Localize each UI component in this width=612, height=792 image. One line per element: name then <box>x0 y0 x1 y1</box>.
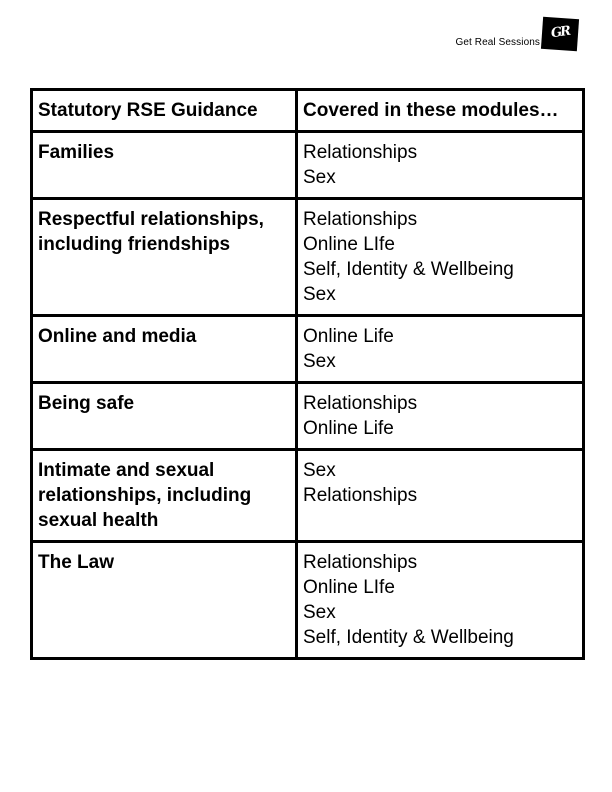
table-row <box>32 542 584 659</box>
topic-cell: Intimate and sexual relationships, including sexual health <box>32 450 297 542</box>
modules-cell <box>297 383 584 450</box>
module-item: Relationships <box>303 393 418 414</box>
topic-cell: Respectful relationships, including friendships <box>32 199 297 316</box>
header-modules: Covered in these modules… <box>297 90 584 132</box>
module-item: Online LIfe <box>303 577 395 598</box>
module-item: Online Life <box>303 418 394 439</box>
module-item: Sex <box>303 167 336 188</box>
topic-cell: Online and media <box>32 316 297 383</box>
module-item: Sex <box>303 284 336 305</box>
header-guidance: Statutory RSE Guidance <box>32 90 297 132</box>
module-item: Relationships <box>303 142 418 163</box>
modules-cell <box>297 199 584 316</box>
module-item: Relationships <box>303 209 418 230</box>
module-item: Relationships <box>303 485 418 506</box>
get-real-logo <box>541 17 579 51</box>
module-item: Sex <box>303 460 336 481</box>
logo-mark: GR <box>550 23 570 42</box>
topic-cell: Being safe <box>32 383 297 450</box>
topic-cell: Families <box>32 132 297 199</box>
module-item: Relationships <box>303 552 418 573</box>
modules-cell <box>297 132 584 199</box>
module-item: Self, Identity & Wellbeing <box>303 259 514 280</box>
table-row <box>32 199 584 316</box>
modules-cell <box>297 542 584 659</box>
modules-cell <box>297 316 584 383</box>
modules-cell <box>297 450 584 542</box>
module-item: Online LIfe <box>303 234 395 255</box>
table-header-row <box>32 90 584 132</box>
module-item: Online Life <box>303 326 394 347</box>
module-item: Sex <box>303 351 336 372</box>
table-row <box>32 316 584 383</box>
rse-guidance-table <box>30 88 585 660</box>
table-row <box>32 132 584 199</box>
topic-cell: The Law <box>32 542 297 659</box>
table-row <box>32 383 584 450</box>
brand-name: Get Real Sessions <box>455 37 540 48</box>
module-item: Sex <box>303 602 336 623</box>
table-row <box>32 450 584 542</box>
module-item: Self, Identity & Wellbeing <box>303 627 514 648</box>
